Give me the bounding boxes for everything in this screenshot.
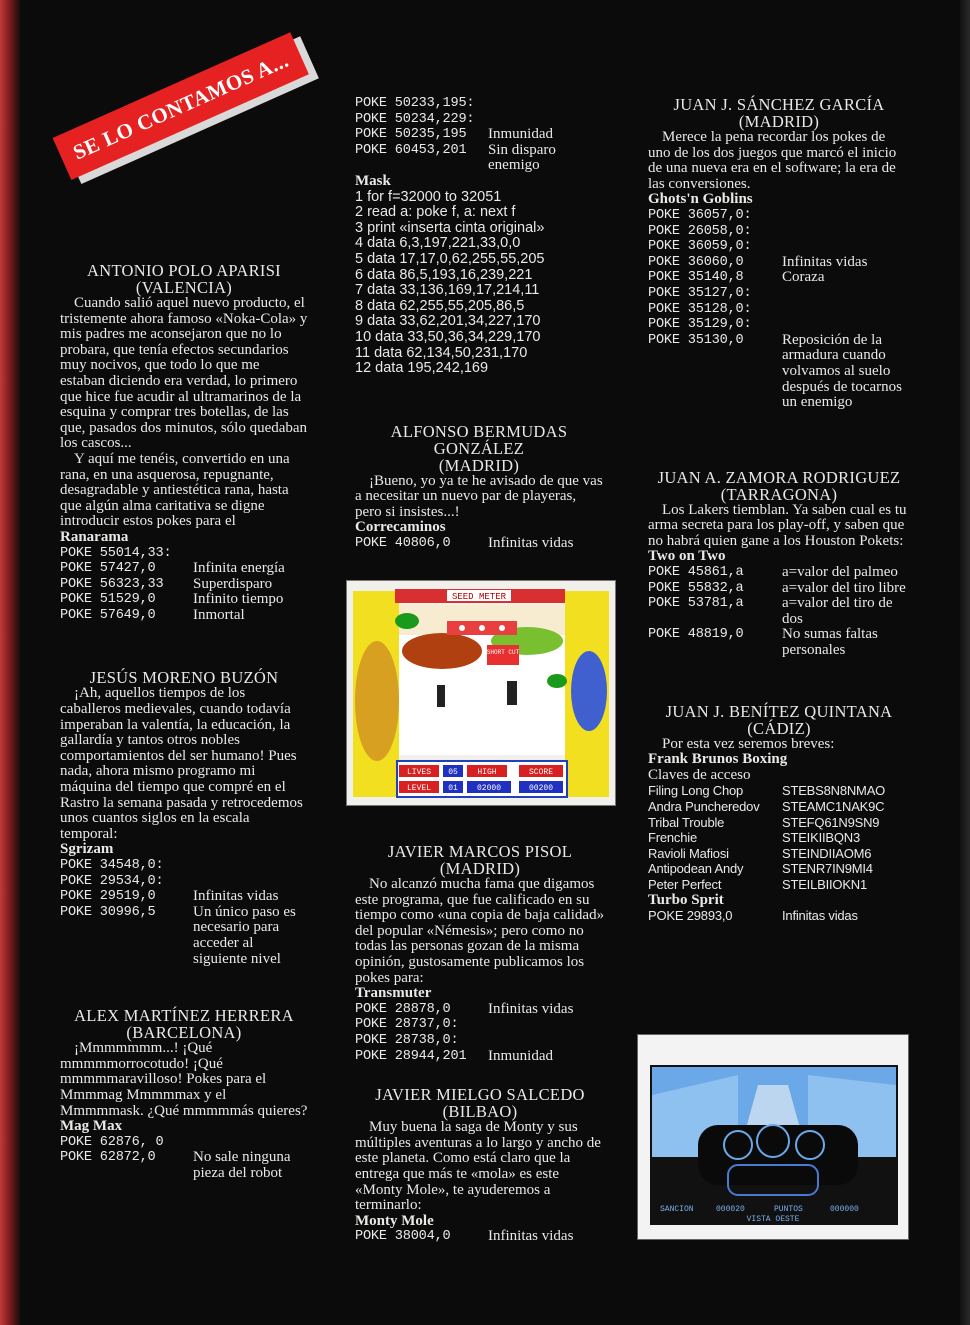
poke-row: POKE 62872,0 No sale ninguna pieza del robot [60,1149,291,1181]
poke-row: POKE 35129,0: [648,317,752,333]
shortcut-sign: SHORT CUT [486,649,520,656]
hud-level-value: 01 [448,784,458,793]
code-line: 10 data 33,50,36,34,229,170 [355,328,541,345]
letter-juan-zamora [648,469,910,659]
header-banner [62,47,332,212]
game-title: Sgrizam [60,841,114,858]
author-place: (VALENCIA) [135,278,233,297]
author-name: ANTONIO POLO APARISI [87,261,281,280]
poke-row: POKE 55832,a a=valor del tiro libre [648,579,906,596]
hud-high-value: 02000 [476,784,502,793]
column-3 [648,96,910,924]
poke-row: POKE 36060,0 Infinitas vidas [648,253,868,270]
author-name: JESÚS MORENO BUZÓN [89,668,279,688]
author-place: (CÁDIZ) [747,718,811,738]
letter-javier-mielgo [355,1086,605,1245]
screenshot-turbo-sprit [637,1034,909,1240]
poke-row: POKE 36057,0: [648,207,752,223]
game-title: Frank Brunos Boxing [648,751,788,768]
page-edge-left [0,0,20,1325]
poke-row: POKE 36059,0: [648,239,752,255]
poke-row: POKE 53781,a a=valor del tiro de dos [648,595,893,627]
letter-alfonso-bermudas [355,423,603,552]
poke-row: POKE 38004,0 Infinitas vidas [355,1228,574,1245]
poke-row: POKE 40806,0 Infinitas vidas [355,535,574,552]
author-place: (MADRID) [738,112,820,131]
hud-puntos-value: 000000 [830,1205,859,1214]
keys-subtitle: Claves de acceso [648,766,751,783]
hud-score-label: SCORE [528,768,554,777]
code-line: 8 data 62,255,55,205,86,5 [355,297,525,314]
hud-lives-value: 05 [448,768,458,777]
poke-row: POKE 45861,a a=valor del palmeo [648,564,898,581]
poke-row: POKE 34548,0: [60,858,164,873]
author-name: ALFONSO BERMUDAS GONZÁLEZ [390,421,568,458]
banner-title: SE LO CONTAMOS A... [69,47,292,165]
access-key-row: Antipodean Andy STENR7IN9MI4 [648,861,873,877]
letter-text: ¡Ah, aquellos tiempos de los caballeros medievales, cuando todavía imperaban la valentía, la educación, la gallardía y tantos otros nobles comportamientos del ser humano! Pues nada, ahora mismo programo mi máquina del tiempo que compré en el Rastro la semana pasada y retrocedemos unos cuantos siglos en la escala temporal: [60,685,303,842]
poke-row: POKE 56323,33 Superdisparo [60,575,273,592]
author-name: JUAN A. ZAMORA RODRIGUEZ [657,467,901,487]
poke-row: POKE 29519,0 Infinitas vidas [60,888,279,905]
column-2 [355,96,603,552]
letter-juan-sanchez [648,96,910,411]
poke-row: POKE 50233,195: [355,96,475,111]
poke-row: POKE 29893,0 Infinitas vidas [648,908,858,924]
author-name: JAVIER MARCOS PISOL [387,842,573,861]
poke-row: POKE 35128,0: [648,301,752,317]
author-name: JUAN J. SÁNCHEZ GARCÍA [673,95,885,114]
access-key-row: Tribal Trouble STEFQ61N9SN9 [648,814,880,830]
poke-row: POKE 35140,8 Coraza [648,269,825,286]
poke-row: POKE 57427,0 Infinita energía [60,560,285,577]
poke-row: POKE 30996,5 Un único paso es necesario para acceder al siguiente nivel [60,903,296,967]
poke-row: POKE 28944,201 Inmunidad [355,1047,553,1064]
access-key-row: Filing Long Chop STEBS8N8NMAO [648,783,886,799]
game-title: Correcaminos [355,519,446,536]
poke-row: POKE 28878,0 Infinitas vidas [355,1000,574,1017]
poke-row: POKE 26058,0: [648,223,752,239]
author-place: (BARCELONA) [126,1023,242,1043]
poke-row: POKE 28738,0: [355,1032,459,1048]
letter-text: ¡Bueno, yo ya te he avisado de que vas a necesitar un nuevo par de playeras, pero si insistes...! [355,472,603,520]
game-title: Ghots'n Goblins [648,191,753,208]
hud-lives-label: LIVES [406,768,432,777]
game-title: Monty Mole [355,1212,434,1229]
access-key-row: Frenchie STEIKIIBQN3 [648,830,860,846]
letter-jesus-moreno [60,669,308,967]
hud-view: VISTA OESTE [746,1215,800,1224]
turbo-sprit-scene [638,1035,908,1239]
poke-row: POKE 50235,195 Inmunidad [355,126,553,143]
poke-row: POKE 29534,0: [60,873,164,889]
hud-sancion-label: SANCION [660,1205,694,1214]
poke-row: POKE 50234,229: [355,111,475,127]
access-key-row: Andra Puncheredov STEAMC1NAK9C [648,799,885,814]
code-line: 5 data 17,17,0,62,255,55,205 [355,250,545,267]
hud-high-label: HIGH [477,768,497,777]
author-place: (TARRAGONA) [720,484,838,504]
hud-puntos-label: PUNTOS [774,1205,803,1214]
basic-listing [355,190,603,377]
code-line: 11 data 62,134,50,231,170 [355,344,528,361]
code-line: 7 data 33,136,169,17,214,11 [355,282,540,299]
game-title: Mag Max [60,1118,123,1135]
seed-meter-label: SEED METER [451,592,507,602]
letter-text: Por esta vez seremos breves: [662,735,835,752]
poke-row: POKE 60453,201 Sin disparo enemigo [355,141,556,174]
hud-score-value: 00200 [528,784,554,793]
code-line: 2 read a: poke f, a: next f [355,204,516,221]
code-line: 12 data 195,242,169 [355,360,489,377]
letter-text: Cuando salió aquel nuevo producto, el tristemente ahora famoso «Noka-Cola» y mis padres me aconsejaron que no lo probara, que tenía efectos secundarios muy nocivos, que todo lo que me estaban diciendo era verdad, lo primero que hice fue acudir al ultramarinos de la esquina y comprar tres botellas, de las que, pasados dos minutos, sólo quedaban los cascos... [60,295,308,452]
game-title: Ranarama [60,528,129,545]
poke-row: POKE 57649,0 Inmortal [60,606,245,623]
letter-juan-benitez [648,703,910,924]
hud-level-label: LEVEL [406,784,432,793]
letter-text: Muy buena la saga de Monty y sus múltiples aventuras a lo largo y ancho de este planeta. Como está claro que la entrega que más te «mola» es este «Monty Mole», te ayuderemos a terminarlo: [355,1119,601,1214]
poke-row: POKE 51529,0 Infinito tiempo [60,591,284,608]
poke-row: POKE 48819,0 No sumas faltas personales [648,626,878,659]
letter-antonio-polo [60,262,308,623]
access-key-row: Ravioli Mafiosi STEINDIIAOM6 [648,845,872,861]
game-title: Two on Two [648,548,726,565]
author-place: (MADRID) [439,859,521,878]
poke-row: POKE 55014,33: [60,545,172,561]
letter-text: ¡Mmmmmmm...! ¡Qué mmmmmorrocotudo! ¡Qué mmmmmaravilloso! Pokes para el Mmmmag Mmmmmax y el Mmmmmask. ¿Qué mmmmmás quieres? [60,1040,308,1119]
game-title: Mask [355,172,391,189]
author-place: (MADRID) [438,455,520,475]
column-2-lower [355,843,605,1245]
screenshot-correcaminos [346,580,616,806]
hud-sancion-value: 000020 [716,1205,745,1214]
letter-text: Y aquí me tenéis, convertido en una rana, en una asquerosa, repugnante, desagradable y antiestética rana, hasta que algún alma caritativa se digne introducir estos pokes para el [60,450,290,530]
code-line: 3 print «inserta cinta original» [355,219,545,236]
author-name: ALEX MARTÍNEZ HERRERA [74,1006,294,1026]
column-1 [60,262,308,1182]
letter-text: Los Lakers tiemblan. Ya saben cual es tu arma secreta para los play-off, y saben que no habrá quien gane a los Houston Pokets: [648,501,907,549]
letter-text: Merece la pena recordar los pokes de uno de los dos juegos que marcó el inicio de una nueva era en el software; la era de las conversiones. [648,129,897,192]
poke-row: POKE 35127,0: [648,285,752,301]
letter-text: No alcanzó mucha fama que digamos este programa, que fue calificado en su tiempo como «una copia de baja calidad» del popular «Némesis»; pero como no todas las personas gozan de la misma opinión, gustosamente publicamos los pokes para: [355,876,605,986]
code-line: 1 for f=32000 to 32051 [355,188,502,205]
page-edge-right [960,0,970,1325]
poke-row: POKE 62876, 0 [60,1134,164,1150]
author-name: JAVIER MIELGO SALCEDO [375,1085,585,1105]
code-line: 4 data 6,3,197,221,33,0,0 [355,235,521,252]
code-line: 9 data 33,62,201,34,227,170 [355,313,541,330]
poke-row: POKE 35130,0 Reposición de la armadura cuando volvamos al suelo después de tocarnos un enemigo [648,331,902,411]
game-title: Transmuter [355,985,432,1002]
correcaminos-scene [347,581,615,805]
code-line: 6 data 86,5,193,16,239,221 [355,266,533,283]
game-title: Turbo Sprit [648,891,724,908]
letter-javier-marcos [355,843,605,1064]
author-name: JUAN J. BENÍTEZ QUINTANA [665,701,893,721]
banner-ribbon [53,32,309,180]
access-key-row: Peter Perfect STEILBIIOKN1 [648,876,868,892]
poke-row: POKE 28737,0: [355,1017,459,1033]
letter-alex-martinez [60,1007,308,1181]
author-place: (BILBAO) [442,1102,518,1122]
